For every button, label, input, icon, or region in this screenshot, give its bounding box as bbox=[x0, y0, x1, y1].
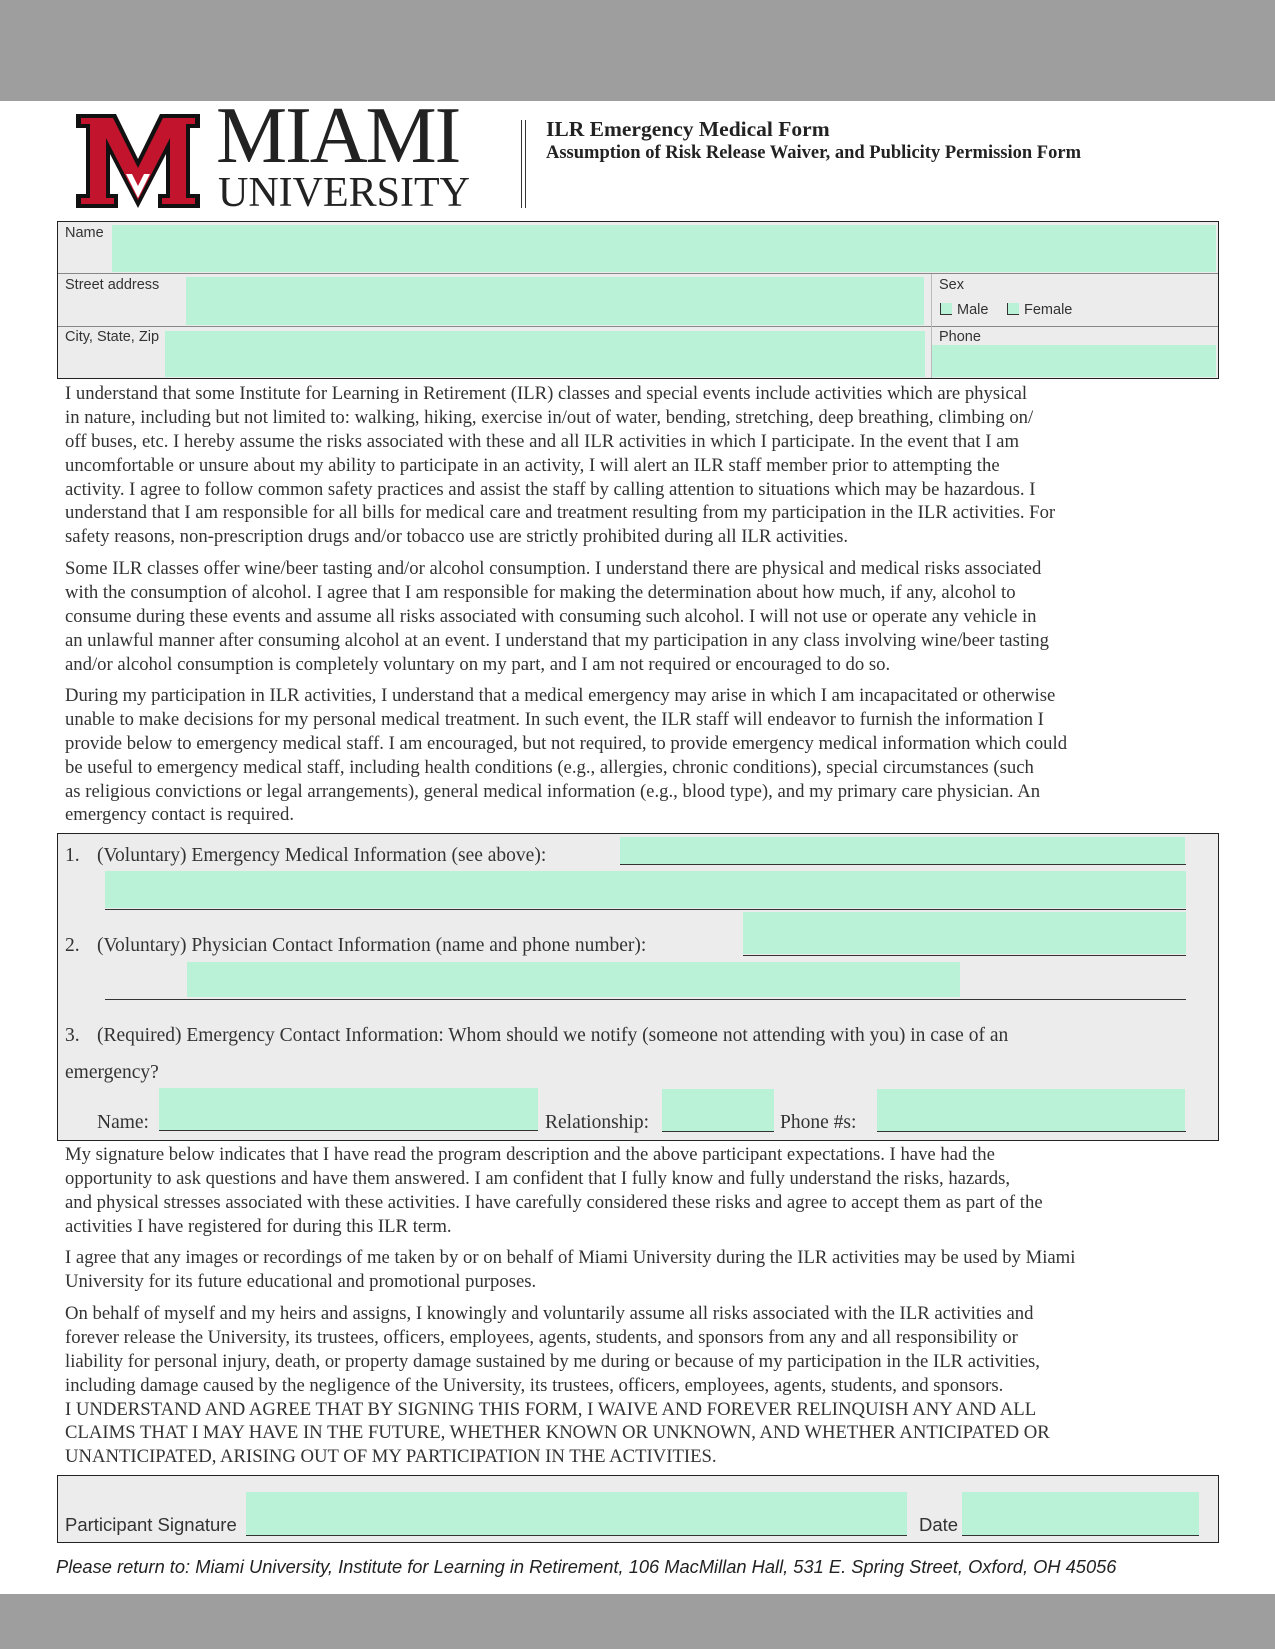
form-title: ILR Emergency Medical Form bbox=[546, 117, 830, 141]
date-input[interactable] bbox=[962, 1492, 1199, 1535]
city-state-zip-input[interactable] bbox=[165, 331, 925, 377]
text-line: CLAIMS THAT I MAY HAVE IN THE FUTURE, WHETHER KNOWN OR UNKNOWN, AND WHETHER ANTICIPATED OR bbox=[65, 1422, 1050, 1444]
female-checkbox[interactable] bbox=[1007, 303, 1019, 315]
item3-number: 3. bbox=[65, 1025, 80, 1046]
row-divider bbox=[58, 326, 1218, 327]
female-label: Female bbox=[1024, 302, 1073, 318]
bottom-band bbox=[0, 1594, 1275, 1649]
date-label: Date bbox=[919, 1514, 959, 1535]
text-line: forever release the University, its trustees, officers, employees, agents, students, and sponsors from any and all responsibility or bbox=[65, 1326, 1018, 1348]
item1-number: 1. bbox=[65, 845, 80, 866]
text-line: Some ILR classes offer wine/beer tasting and/or alcohol consumption. I understand there are physical and medical risks associated bbox=[65, 558, 1042, 579]
relationship-label: Relationship: bbox=[545, 1112, 649, 1133]
text-line: I agree that any images or recordings of me taken by or on behalf of Miami University during the ILR activities may be used by Miami bbox=[65, 1247, 1076, 1268]
male-checkbox[interactable] bbox=[940, 303, 952, 315]
text-line: off buses, etc. I hereby assume the risks associated with these and all ILR activities in which I participate. In the event that I am bbox=[65, 430, 1019, 452]
participant-signature-input[interactable] bbox=[246, 1492, 907, 1535]
participant-signature-label: Participant Signature bbox=[65, 1514, 237, 1535]
relationship-input[interactable] bbox=[662, 1089, 774, 1131]
text-line: and physical stresses associated with these activities. I have carefully considered these risks and agree to accept them as part of the bbox=[65, 1191, 1043, 1213]
acknowledgement-paragraph bbox=[65, 1143, 1043, 1239]
name-input[interactable] bbox=[112, 225, 1216, 272]
risk-paragraph bbox=[65, 382, 1055, 549]
underline bbox=[620, 864, 1186, 865]
underline bbox=[877, 1131, 1186, 1132]
miami-logo bbox=[76, 92, 506, 216]
street-address-input[interactable] bbox=[186, 277, 924, 325]
physician-info-input-1[interactable] bbox=[743, 912, 1186, 954]
item2-label: (Voluntary) Physician Contact Information (name and phone number): bbox=[97, 935, 647, 956]
text-line: and/or alcohol consumption is completely voluntary on my part, and I am not required or encouraged to do so. bbox=[65, 653, 891, 675]
text-line: I UNDERSTAND AND AGREE THAT BY SIGNING THIS FORM, I WAIVE AND FOREVER RELINQUISH ANY AND ALL bbox=[65, 1398, 1037, 1420]
text-line: unable to make decisions for my personal medical treatment. In such event, the ILR staff will endeavor to furnish the information I bbox=[65, 708, 1044, 730]
form-subtitle: Assumption of Risk Release Waiver, and Publicity Permission Form bbox=[546, 143, 1081, 163]
underline bbox=[159, 1130, 538, 1131]
text-line: consume during these events and assume all risks associated with consuming such alcohol. I will not use or operate any vehicle in bbox=[65, 605, 1037, 627]
underline bbox=[105, 999, 1186, 1000]
text-line: opportunity to ask questions and have them answered. I am confident that I fully know and fully understand the risks, hazards, bbox=[65, 1167, 1011, 1189]
phone-input[interactable] bbox=[932, 345, 1216, 377]
text-line: understand that I am responsible for all bills for medical care and treatment resulting from my participation in the ILR activities. For bbox=[65, 502, 1056, 524]
text-line: I understand that some Institute for Learning in Retirement (ILR) classes and special events include activities which are physical bbox=[65, 383, 1028, 404]
text-line: in nature, including but not limited to: walking, hiking, exercise in/out of water, bending, stretching, deep breathing, climbing on/ bbox=[65, 406, 1034, 428]
header-divider bbox=[521, 120, 526, 208]
alcohol-paragraph bbox=[65, 557, 1049, 676]
logo-word-miami: MIAMI bbox=[216, 92, 460, 180]
item3-label: (Required) Emergency Contact Information: Whom should we notify (someone not attending with you) in case of an bbox=[97, 1025, 1009, 1046]
contact-phone-label: Phone #s: bbox=[780, 1112, 857, 1133]
text-line: activities I have registered for during this ILR term. bbox=[65, 1215, 452, 1237]
item2-number: 2. bbox=[65, 935, 80, 956]
medical-info-input-2[interactable] bbox=[105, 871, 1186, 908]
release-paragraph bbox=[65, 1302, 1050, 1469]
underline bbox=[246, 1535, 907, 1536]
text-line: On behalf of myself and my heirs and assigns, I knowingly and voluntarily assume all risks associated with the ILR activities and bbox=[65, 1303, 1034, 1324]
logo-word-university: UNIVERSITY bbox=[218, 170, 470, 216]
underline bbox=[743, 955, 1186, 956]
city-state-zip-label: City, State, Zip bbox=[65, 329, 160, 345]
sex-label: Sex bbox=[939, 277, 964, 293]
male-label: Male bbox=[957, 302, 989, 318]
text-line: with the consumption of alcohol. I agree that I am responsible for making the determination about how much, if any, alcohol to bbox=[65, 581, 1016, 603]
underline bbox=[662, 1131, 774, 1132]
phone-label: Phone bbox=[939, 329, 981, 345]
medical-info-input-1[interactable] bbox=[620, 837, 1185, 864]
underline bbox=[105, 909, 1186, 910]
contact-phone-input[interactable] bbox=[877, 1089, 1185, 1131]
text-line: During my participation in ILR activities, I understand that a medical emergency may arise in which I am incapacitated or otherwise bbox=[65, 685, 1056, 706]
text-line: My signature below indicates that I have read the program description and the above participant expectations. I have had the bbox=[65, 1144, 995, 1165]
contact-name-input[interactable] bbox=[159, 1088, 538, 1130]
item1-label: (Voluntary) Emergency Medical Information (see above): bbox=[97, 845, 547, 866]
contact-name-label: Name: bbox=[97, 1112, 149, 1133]
physician-info-input-2[interactable] bbox=[187, 962, 960, 997]
top-band bbox=[0, 0, 1275, 101]
name-label: Name bbox=[65, 225, 104, 241]
text-line: UNANTICIPATED, ARISING OUT OF MY PARTICIPATION IN THE ACTIVITIES. bbox=[65, 1446, 717, 1468]
medical-emergency-paragraph bbox=[65, 684, 1067, 827]
text-line: uncomfortable or unsure about my ability to participate in an activity, I will alert an ILR staff member prior to attempting the bbox=[65, 454, 1000, 476]
street-address-label: Street address bbox=[65, 277, 160, 293]
text-line: emergency contact is required. bbox=[65, 804, 294, 826]
publicity-paragraph bbox=[65, 1246, 1075, 1294]
text-line: University for its future educational and promotional purposes. bbox=[65, 1270, 537, 1292]
text-line: liability for personal injury, death, or property damage sustained by me during or because of my participation in the ILR activities, bbox=[65, 1350, 1040, 1372]
text-line: as religious convictions or legal arrangements), general medical information (e.g., blood type), and my primary care physician. An bbox=[65, 780, 1041, 802]
text-line: an unlawful manner after consuming alcohol at an event. I understand that my participation in any class involving wine/beer tasting bbox=[65, 629, 1049, 651]
text-line: safety reasons, non-prescription drugs and/or tobacco use are strictly prohibited during all ILR activities. bbox=[65, 526, 849, 548]
text-line: be useful to emergency medical staff, including health conditions (e.g., allergies, chronic conditions), special circumstances (such bbox=[65, 756, 1034, 778]
miami-m-mark-icon bbox=[76, 114, 200, 208]
text-line: activity. I agree to follow common safety practices and assist the staff by calling attention to situations which may be hazardous. I bbox=[65, 478, 1036, 500]
return-address: Please return to: Miami University, Institute for Learning in Retirement, 106 MacMillan Hall, 531 E. Spring Street, Oxford, OH 45056 bbox=[56, 1556, 1117, 1577]
row-divider bbox=[58, 273, 1218, 274]
text-line: provide below to emergency medical staff. I am encouraged, but not required, to provide emergency medical information which could bbox=[65, 732, 1068, 754]
item3-continuation: emergency? bbox=[65, 1062, 159, 1083]
underline bbox=[962, 1535, 1199, 1536]
text-line: including damage caused by the negligence of the University, its trustees, officers, employees, agents, students, and sponsors. bbox=[65, 1374, 1004, 1396]
